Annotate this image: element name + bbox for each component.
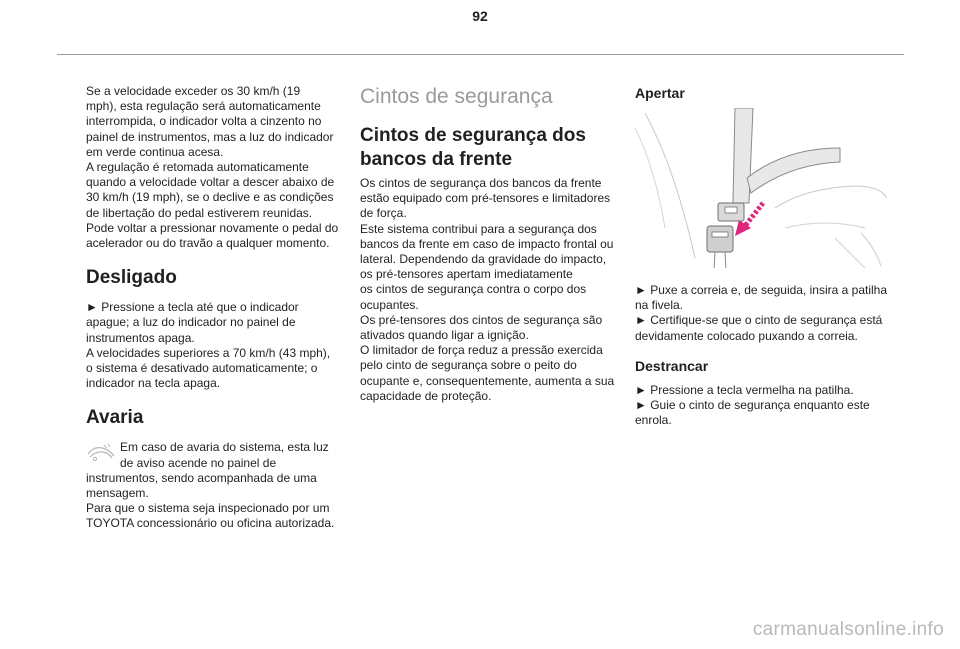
desligado-paragraph: ► Pressione a tecla até que o indicador apague; a luz do indicador no painel de instrumentos apaga. A velocidades superiores a 70 km/h (43 mph), o sistema é desativado automaticamente; o indicador na tecla apaga. bbox=[86, 300, 331, 391]
apertar-heading: Apertar bbox=[635, 85, 685, 101]
intro-paragraph: Se a velocidade exceder os 30 km/h (19 mph), esta regulação será automaticamente interrompida, o indicador volta a cinzento no painel de instrumentos, mas a luz do indicador em verde continua acesa. A regulação é retomada automaticamente quando a velocidade voltar a descer abaixo de 30 km/h (19 mph), se o declive e as condições de libertação do pedal estiverem reunidas. Pode voltar a pressionar novamente o pedal do acelerador ou do travão a qualquer momento. bbox=[86, 84, 339, 251]
apertar-paragraph: ► Puxe a correia e, de seguida, insira a patilha na fivela. ► Certifique-se que o cinto de segurança está devidamente colocado puxando a correia. bbox=[635, 283, 888, 343]
column-3-lower bbox=[635, 283, 893, 428]
column-2 bbox=[360, 85, 615, 404]
subsection-heading: Cintos de segurança dos bancos da frente bbox=[360, 125, 586, 170]
avaria-heading: Avaria bbox=[86, 407, 144, 429]
avaria-block bbox=[86, 440, 341, 531]
seatbelt-illustration bbox=[635, 108, 887, 268]
header-rule bbox=[57, 54, 904, 55]
desligado-heading: Desligado bbox=[86, 267, 177, 289]
destrancar-heading: Destrancar bbox=[635, 357, 709, 374]
column-3 bbox=[635, 85, 893, 102]
seatbelt-paragraph: Os cintos de segurança dos bancos da frente estão equipado com pré-tensores e limitadores de força. Este sistema contribui para a segurança dos bancos da frente em caso de impacto frontal ou lateral. Dependendo da gravidade do impacto, os pré-tensores apertam imediatamente os cintos de segurança contra o corpo dos ocupantes. Os pré-tensores dos cintos de segurança são ativados quando ligar a ignição. O limitador de força reduz a pressão exercida pelo cinto de segurança sobre o peito do ocupante e, consequentemente, aumenta a sua capacidade de proteção. bbox=[360, 176, 615, 403]
destrancar-paragraph: ► Pressione a tecla vermelha na patilha. ► Guie o cinto de segurança enquanto este enrola. bbox=[635, 382, 870, 428]
warning-light-icon bbox=[86, 442, 116, 462]
watermark-logo: carmanualsonline.info bbox=[752, 619, 944, 640]
avaria-paragraph: Em caso de avaria do sistema, esta luz de aviso acende no painel de instrumentos, sendo acompanhada de uma mensagem. Para que o sistema seja inspecionado por um TOYOTA concessionário ou oficina autorizada. bbox=[86, 440, 335, 531]
column-1 bbox=[86, 84, 341, 532]
page-number: 92 bbox=[472, 8, 488, 24]
section-heading: Cintos de segurança bbox=[360, 85, 553, 108]
